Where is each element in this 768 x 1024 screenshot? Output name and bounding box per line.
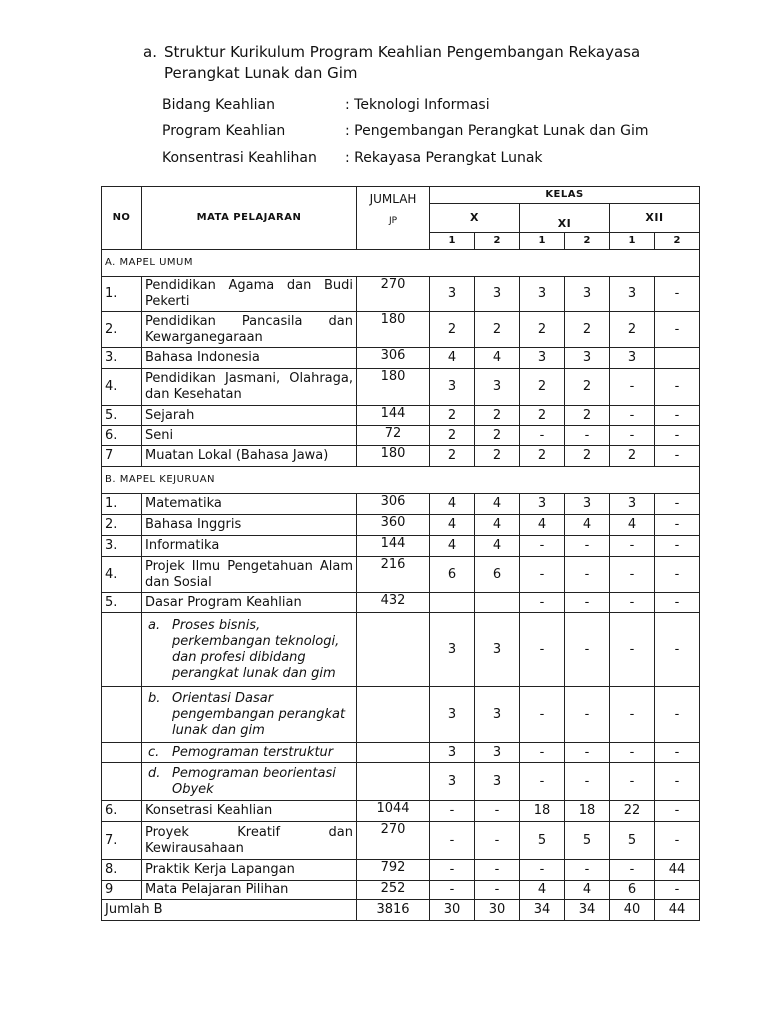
jp-empty	[357, 687, 430, 743]
header-jumlah: JUMLAH	[369, 192, 417, 206]
jp-empty	[357, 743, 430, 763]
curriculum-table	[101, 186, 700, 921]
semester-hours: 3	[430, 743, 475, 763]
jp-empty	[357, 613, 430, 687]
semester-hours: -	[520, 536, 565, 557]
total-label: Jumlah B	[102, 900, 357, 921]
semester-hours: 4	[610, 515, 655, 536]
semester-hours: -	[655, 426, 700, 446]
jp-value: 180	[357, 446, 430, 467]
sub-subject	[142, 763, 357, 801]
jp-value: 252	[357, 881, 430, 900]
section-a-header	[102, 250, 700, 277]
semester-hours: -	[475, 801, 520, 822]
section-label: B. MAPEL KEJURUAN	[102, 467, 700, 494]
semester-hours: 3	[565, 277, 610, 312]
jp-value: 360	[357, 515, 430, 536]
row-number: 7	[102, 446, 142, 467]
semester-hours: -	[475, 881, 520, 900]
info-label: Konsentrasi Keahlihan	[162, 150, 317, 166]
total-semester: 30	[475, 900, 520, 921]
heading-letter: a.	[143, 43, 157, 61]
row-number: 2.	[102, 515, 142, 536]
jp-value: 180	[357, 312, 430, 348]
table-row	[102, 881, 700, 900]
table-row	[102, 446, 700, 467]
semester-hours: -	[610, 743, 655, 763]
jp-value: 72	[357, 426, 430, 446]
semester-hours: -	[565, 687, 610, 743]
header-semester: 2	[655, 233, 700, 250]
semester-hours: 2	[565, 406, 610, 426]
semester-hours: -	[430, 822, 475, 860]
semester-hours: 4	[430, 515, 475, 536]
semester-hours: 3	[475, 613, 520, 687]
table-row	[102, 801, 700, 822]
subject-name: Praktik Kerja Lapangan	[142, 860, 357, 881]
table-row	[102, 822, 700, 860]
row-number-empty	[102, 613, 142, 687]
semester-hours: -	[520, 743, 565, 763]
header-grade-xii: XII	[610, 204, 700, 233]
total-semester: 34	[565, 900, 610, 921]
semester-hours: 3	[610, 348, 655, 369]
semester-hours: 3	[520, 277, 565, 312]
jp-value: 270	[357, 822, 430, 860]
table-row	[102, 860, 700, 881]
semester-hours: 2	[475, 312, 520, 348]
sub-row	[102, 763, 700, 801]
semester-hours: 4	[520, 881, 565, 900]
jp-value: 144	[357, 536, 430, 557]
jp-value: 1044	[357, 801, 430, 822]
jp-empty	[357, 763, 430, 801]
row-number: 8.	[102, 860, 142, 881]
semester-hours: 2	[520, 446, 565, 467]
semester-hours: 2	[520, 312, 565, 348]
semester-hours: 4	[430, 348, 475, 369]
semester-hours: 4	[475, 348, 520, 369]
semester-hours: 4	[520, 515, 565, 536]
subject-name: Muatan Lokal (Bahasa Jawa)	[142, 446, 357, 467]
semester-hours: -	[655, 312, 700, 348]
semester-hours: -	[520, 687, 565, 743]
table-row	[102, 348, 700, 369]
total-semester: 44	[655, 900, 700, 921]
semester-hours: -	[610, 369, 655, 406]
jp-value: 306	[357, 494, 430, 515]
row-number: 1.	[102, 494, 142, 515]
semester-hours: 3	[430, 369, 475, 406]
semester-hours: -	[610, 406, 655, 426]
table-row	[102, 494, 700, 515]
semester-hours: -	[655, 406, 700, 426]
header-semester: 1	[610, 233, 655, 250]
sub-name: Pemograman beorientasi Obyek	[172, 765, 336, 797]
semester-hours: 18	[520, 801, 565, 822]
table-row	[102, 515, 700, 536]
subject-name: Sejarah	[142, 406, 357, 426]
semester-hours: -	[565, 860, 610, 881]
semester-hours: 5	[610, 822, 655, 860]
jp-value: 216	[357, 557, 430, 593]
semester-hours: -	[520, 763, 565, 801]
semester-hours: 3	[610, 494, 655, 515]
semester-hours: -	[565, 536, 610, 557]
semester-hours: 3	[430, 763, 475, 801]
sub-row	[102, 687, 700, 743]
semester-hours	[430, 593, 475, 613]
row-number: 6.	[102, 426, 142, 446]
sub-letter: a.	[148, 617, 161, 633]
semester-hours: 3	[430, 277, 475, 312]
jp-value: 792	[357, 860, 430, 881]
semester-hours: -	[655, 369, 700, 406]
semester-hours: -	[565, 426, 610, 446]
row-number: 3.	[102, 348, 142, 369]
semester-hours: 3	[565, 494, 610, 515]
semester-hours: 2	[565, 369, 610, 406]
semester-hours: -	[610, 426, 655, 446]
sub-name: Orientasi Dasar pengembangan perangkat lunak dan gim	[172, 690, 346, 738]
sub-subject	[142, 613, 357, 687]
semester-hours: -	[520, 860, 565, 881]
sub-subject-wrap	[148, 691, 353, 739]
semester-hours: 2	[520, 406, 565, 426]
jp-value: 180	[357, 369, 430, 406]
subject-name: Bahasa Indonesia	[142, 348, 357, 369]
info-value: : Teknologi Informasi	[345, 97, 490, 113]
header-semester: 2	[565, 233, 610, 250]
sub-subject	[142, 743, 357, 763]
sub-subject-wrap	[148, 618, 353, 682]
semester-hours: -	[430, 860, 475, 881]
semester-hours: -	[610, 557, 655, 593]
semester-hours: 2	[475, 406, 520, 426]
semester-hours: -	[655, 763, 700, 801]
semester-hours: -	[655, 687, 700, 743]
table-row	[102, 426, 700, 446]
subject-name: Projek Ilmu Pengetahuan Alam dan Sosial	[142, 557, 357, 593]
semester-hours: 2	[430, 312, 475, 348]
semester-hours: 3	[475, 743, 520, 763]
subject-name: Proyek Kreatif dan Kewirausahaan	[142, 822, 357, 860]
semester-hours: 4	[475, 494, 520, 515]
subject-name: Konsetrasi Keahlian	[142, 801, 357, 822]
jp-value: 270	[357, 277, 430, 312]
subject-name: Pendidikan Jasmani, Olahraga, dan Kesehatan	[142, 369, 357, 406]
semester-hours: -	[655, 801, 700, 822]
table-row	[102, 406, 700, 426]
semester-hours: 4	[430, 536, 475, 557]
semester-hours: -	[610, 593, 655, 613]
semester-hours	[655, 348, 700, 369]
sub-name: Proses bisnis, perkembangan teknologi, dan profesi dibidang perangkat lunak dan gim	[172, 617, 340, 681]
row-number: 7.	[102, 822, 142, 860]
row-number: 4.	[102, 369, 142, 406]
semester-hours: -	[655, 822, 700, 860]
sub-subject-wrap	[148, 745, 353, 761]
sub-subject-wrap	[148, 766, 353, 798]
semester-hours: 2	[610, 312, 655, 348]
table-row	[102, 277, 700, 312]
section-b-header	[102, 467, 700, 494]
semester-hours: -	[655, 593, 700, 613]
semester-hours: 2	[610, 446, 655, 467]
semester-hours: -	[475, 822, 520, 860]
semester-hours: 3	[475, 277, 520, 312]
semester-hours: 4	[475, 515, 520, 536]
semester-hours: -	[610, 860, 655, 881]
subject-name: Dasar Program Keahlian	[142, 593, 357, 613]
header-grade-xi: XI	[520, 204, 610, 233]
sub-name: Pemograman terstruktur	[172, 744, 334, 760]
sub-row	[102, 613, 700, 687]
section-label: A. MAPEL UMUM	[102, 250, 700, 277]
row-number-empty	[102, 743, 142, 763]
semester-hours: -	[655, 277, 700, 312]
subject-name: Pendidikan Agama dan Budi Pekerti	[142, 277, 357, 312]
info-value: : Pengembangan Perangkat Lunak dan Gim	[345, 123, 649, 139]
semester-hours: -	[655, 613, 700, 687]
semester-hours: 3	[610, 277, 655, 312]
semester-hours: -	[655, 557, 700, 593]
jp-value: 144	[357, 406, 430, 426]
semester-hours: -	[655, 881, 700, 900]
semester-hours: -	[565, 613, 610, 687]
semester-hours: 6	[430, 557, 475, 593]
header-kelas: KELAS	[430, 187, 700, 204]
semester-hours: 18	[565, 801, 610, 822]
semester-hours: -	[655, 515, 700, 536]
semester-hours: 4	[565, 515, 610, 536]
row-number-empty	[102, 763, 142, 801]
semester-hours: 2	[430, 446, 475, 467]
header-jp: JP	[388, 216, 398, 226]
semester-hours: 6	[610, 881, 655, 900]
subject-name: Informatika	[142, 536, 357, 557]
row-number: 6.	[102, 801, 142, 822]
semester-hours: 3	[565, 348, 610, 369]
info-label: Bidang Keahlian	[162, 97, 275, 113]
table-row	[102, 557, 700, 593]
semester-hours: 3	[475, 687, 520, 743]
semester-hours: -	[565, 593, 610, 613]
semester-hours: 5	[565, 822, 610, 860]
semester-hours: 2	[475, 426, 520, 446]
heading-title: Struktur Kurikulum Program Keahlian Pengembangan Rekayasa Perangkat Lunak dan Gim	[164, 43, 641, 82]
semester-hours: 3	[520, 348, 565, 369]
jp-value: 306	[357, 348, 430, 369]
sub-subject	[142, 687, 357, 743]
sub-row	[102, 743, 700, 763]
header-subject: MATA PELAJARAN	[142, 187, 357, 250]
row-number: 9	[102, 881, 142, 900]
semester-hours: -	[565, 763, 610, 801]
semester-hours: 3	[520, 494, 565, 515]
semester-hours: 2	[520, 369, 565, 406]
header-semester: 1	[520, 233, 565, 250]
semester-hours: -	[610, 687, 655, 743]
semester-hours: -	[430, 801, 475, 822]
semester-hours: 3	[475, 763, 520, 801]
table-row	[102, 593, 700, 613]
row-number: 5.	[102, 593, 142, 613]
subject-name: Seni	[142, 426, 357, 446]
semester-hours: -	[520, 557, 565, 593]
header-jumlah-jp	[357, 187, 430, 250]
semester-hours: -	[565, 743, 610, 763]
sub-letter: b.	[148, 690, 161, 706]
semester-hours: -	[520, 426, 565, 446]
header-semester: 1	[430, 233, 475, 250]
header-semester: 2	[475, 233, 520, 250]
subject-name: Mata Pelajaran Pilihan	[142, 881, 357, 900]
semester-hours: -	[655, 743, 700, 763]
header-no: NO	[102, 187, 142, 250]
row-number: 2.	[102, 312, 142, 348]
semester-hours: 44	[655, 860, 700, 881]
header-grade-x: X	[430, 204, 520, 233]
row-number-empty	[102, 687, 142, 743]
row-number: 4.	[102, 557, 142, 593]
semester-hours: -	[610, 763, 655, 801]
total-semester: 30	[430, 900, 475, 921]
semester-hours: 4	[430, 494, 475, 515]
sub-letter: c.	[148, 744, 160, 760]
semester-hours: 2	[565, 446, 610, 467]
sub-letter: d.	[148, 765, 161, 781]
semester-hours: -	[655, 494, 700, 515]
total-jp: 3816	[357, 900, 430, 921]
semester-hours: 3	[430, 687, 475, 743]
row-number: 1.	[102, 277, 142, 312]
semester-hours: 3	[475, 369, 520, 406]
info-label: Program Keahlian	[162, 123, 286, 139]
total-semester: 40	[610, 900, 655, 921]
semester-hours: -	[610, 536, 655, 557]
semester-hours: -	[655, 446, 700, 467]
semester-hours: -	[520, 613, 565, 687]
semester-hours: -	[520, 593, 565, 613]
semester-hours: -	[565, 557, 610, 593]
semester-hours: 22	[610, 801, 655, 822]
row-number: 3.	[102, 536, 142, 557]
subject-name: Matematika	[142, 494, 357, 515]
semester-hours: 5	[520, 822, 565, 860]
total-semester: 34	[520, 900, 565, 921]
jp-value: 432	[357, 593, 430, 613]
subject-name: Pendidikan Pancasila dan Kewarganegaraan	[142, 312, 357, 348]
semester-hours: -	[475, 860, 520, 881]
semester-hours: 3	[430, 613, 475, 687]
semester-hours	[475, 593, 520, 613]
table-row	[102, 536, 700, 557]
semester-hours: 2	[475, 446, 520, 467]
subject-name: Bahasa Inggris	[142, 515, 357, 536]
semester-hours: 2	[565, 312, 610, 348]
total-row	[102, 900, 700, 921]
row-number: 5.	[102, 406, 142, 426]
semester-hours: -	[610, 613, 655, 687]
semester-hours: 2	[430, 426, 475, 446]
semester-hours: -	[430, 881, 475, 900]
semester-hours: 4	[475, 536, 520, 557]
info-value: : Rekayasa Perangkat Lunak	[345, 150, 543, 166]
semester-hours: -	[655, 536, 700, 557]
semester-hours: 2	[430, 406, 475, 426]
semester-hours: 6	[475, 557, 520, 593]
table-row	[102, 369, 700, 406]
table-row	[102, 312, 700, 348]
semester-hours: 4	[565, 881, 610, 900]
